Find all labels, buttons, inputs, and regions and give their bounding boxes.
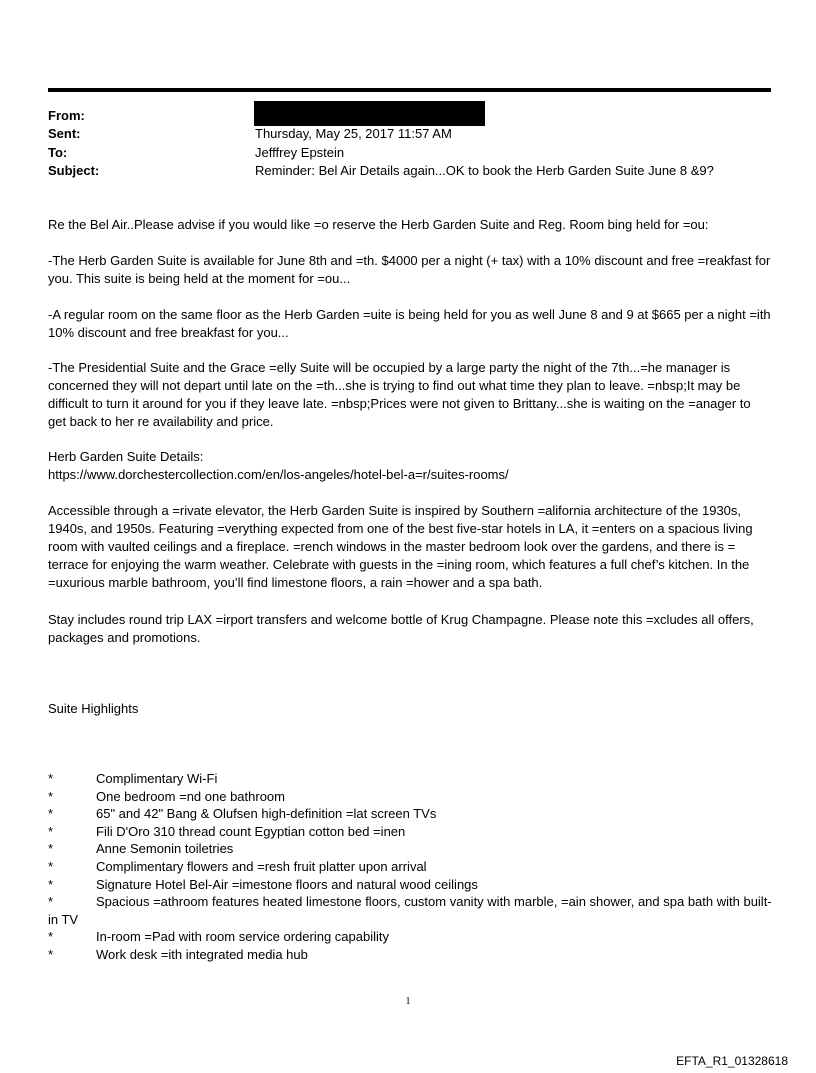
list-item-text: Signature Hotel Bel-Air =imestone floors and natural wood ceilings — [96, 876, 478, 892]
bullet-marker: * — [48, 876, 54, 892]
list-item — [48, 893, 772, 928]
bullet-marker: * — [48, 858, 54, 874]
details-url: https://www.dorchestercollection.com/en/los-angeles/hotel-bel-a=r/suites-rooms/ — [48, 467, 509, 482]
list-item-text: In-room =Pad with room service ordering capability — [96, 929, 389, 945]
highlights-heading: Suite Highlights — [48, 701, 139, 716]
from-label: From: — [48, 108, 85, 123]
list-item-text: 65" and 42" Bang & Olufsen high-definition =lat screen TVs — [96, 806, 437, 822]
list-item-text: One bedroom =nd one bathroom — [96, 788, 285, 804]
bullet-marker: * — [48, 946, 54, 962]
regular-room-paragraph: -A regular room on the same floor as the Herb Garden =uite is being held for you as well June 8 and 9 at $665 per a night =ith 10% discount and free breakfast for you... — [48, 307, 771, 340]
list-item — [48, 788, 772, 806]
list-item — [48, 946, 772, 964]
list-item — [48, 823, 772, 841]
list-item — [48, 805, 772, 823]
sent-label: Sent: — [48, 126, 81, 141]
document-id: EFTA_R1_01328618 — [676, 1054, 788, 1068]
list-item-text: Fili D'Oro 310 thread count Egyptian cotton bed =inen — [96, 823, 406, 839]
list-item-text: Spacious =athroom features heated limestone floors, custom vanity with marble, =ain shower, and spa bath with built-in TV — [48, 894, 772, 927]
bullet-marker: * — [48, 823, 54, 839]
list-item-text: Anne Semonin toiletries — [96, 841, 234, 857]
bullet-marker: * — [48, 806, 54, 822]
list-item — [48, 876, 772, 894]
bullet-marker: * — [48, 788, 54, 804]
list-item — [48, 840, 772, 858]
sent-value: Thursday, May 25, 2017 11:57 AM — [255, 126, 452, 141]
list-item-text: Work desk =ith integrated media hub — [96, 946, 308, 962]
bullet-marker: * — [48, 771, 54, 786]
presidential-suite-paragraph: -The Presidential Suite and the Grace =elly Suite will be occupied by a large party the night of the 7th...=he manager is concerned they will not depart until late on the =th...she is trying to find out what time they plan to leave. =nbsp;It may be difficult to turn it around for you if they leave late. =nbsp;Prices were not given to Brittany...she is waiting on the =anager to get back to her re availability and price. — [48, 360, 751, 429]
stay-includes-paragraph: Stay includes round trip LAX =irport transfers and welcome bottle of Krug Champagne. Please note this =xcludes all offers, packages and promotions. — [48, 612, 754, 645]
highlights-list — [48, 770, 772, 964]
bullet-marker: * — [48, 894, 54, 910]
list-item-text: Complimentary Wi-Fi — [96, 771, 218, 786]
herb-garden-availability-paragraph: -The Herb Garden Suite is available for June 8th and =th. $4000 per a night (+ tax) with a 10% discount and free =reakfast for you. This suite is being held at the moment for =ou... — [48, 253, 771, 286]
subject-value: Reminder: Bel Air Details again...OK to book the Herb Garden Suite June 8 &9? — [255, 163, 714, 178]
list-item — [48, 928, 772, 946]
intro-paragraph: Re the Bel Air..Please advise if you would like =o reserve the Herb Garden Suite and Reg. Room bing held for =ou: — [48, 217, 709, 232]
list-item-text: Complimentary flowers and =resh fruit platter upon arrival — [96, 858, 427, 874]
bullet-marker: * — [48, 929, 54, 945]
suite-description-paragraph: Accessible through a =rivate elevator, the Herb Garden Suite is inspired by Southern =alifornia architecture of the 1930s, 1940s, and 1950s. Featuring =verything expected from one of the best five-star hotels in LA, it =enters on a spacious living room with vaulted ceilings and a fireplace. =rench windows in the master bedroom look over the gardens, and there is = terrace for enjoying the warm weather. Celebrate with guests in the =ining room, which features a full chef’s kitchen. In the =uxurious marble bathroom, you’ll find limestone floors, a rain =hower and a spa bath. — [48, 503, 753, 590]
list-item — [48, 770, 772, 788]
subject-label: Subject: — [48, 163, 100, 178]
page-number: 1 — [405, 996, 411, 1007]
bullet-marker: * — [48, 841, 54, 857]
details-heading: Herb Garden Suite Details: — [48, 449, 204, 464]
list-item — [48, 858, 772, 876]
to-value: Jefffrey Epstein — [255, 145, 345, 160]
header-divider — [48, 88, 771, 92]
to-label: To: — [48, 145, 68, 160]
redacted-sender — [254, 101, 485, 126]
